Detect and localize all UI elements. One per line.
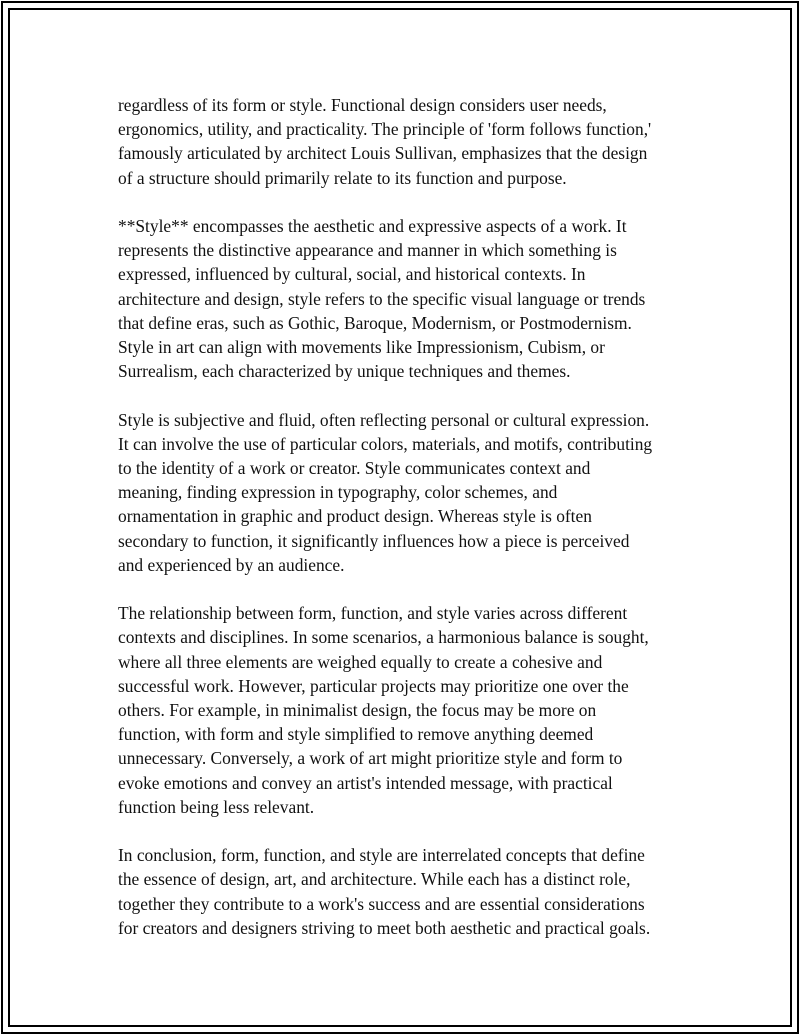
paragraph-relationship: The relationship between form, function, and style varies across different contexts and disciplines. In some scenarios, a harmonious balance is sought, where all three elements are weighed equally to create a cohesive and successful work. However, particular projects may prioritize one over the others. For example, in minimalist design, the focus may be more on function, with form and style simplified to remove anything deemed unnecessary. Conversely, a work of art might prioritize style and form to evoke emotions and convey an artist's intended message, with practical function being less relevant. (118, 603, 649, 817)
paragraph-function-continued: regardless of its form or style. Functional design considers user needs, ergonomics, utility, and practicality. The principle of 'form follows function,' famously articulated by architect Louis Sullivan, emphasizes that the design of a structure should primarily relate to its function and purpose. (118, 95, 652, 188)
paragraph-style-definition: **Style** encompasses the aesthetic and expressive aspects of a work. It represents the distinctive appearance and manner in which something is expressed, influenced by cultural, social, and historical contexts. In architecture and design, style refers to the specific visual language or trends that define eras, such as Gothic, Baroque, Modernism, or Postmodernism. Style in art can align with movements like Impressionism, Cubism, or Surrealism, each characterized by unique techniques and themes. (118, 216, 646, 382)
paragraph-style-subjective: Style is subjective and fluid, often reflecting personal or cultural expression. It can involve the use of particular colors, materials, and motifs, contributing to the identity of a work or creator. Style communicates context and meaning, finding expression in typography, color schemes, and ornamentation in graphic and product design. Whereas style is often secondary to function, it significantly influences how a piece is perceived and experienced by an audience. (118, 409, 653, 575)
document-body (118, 93, 698, 940)
paragraph-conclusion: In conclusion, form, function, and style are interrelated concepts that define the essence of design, art, and architecture. While each has a distinct role, together they contribute to a work's success and are essential considerations for creators and designers striving to meet both aesthetic and practical goals. (118, 845, 651, 938)
